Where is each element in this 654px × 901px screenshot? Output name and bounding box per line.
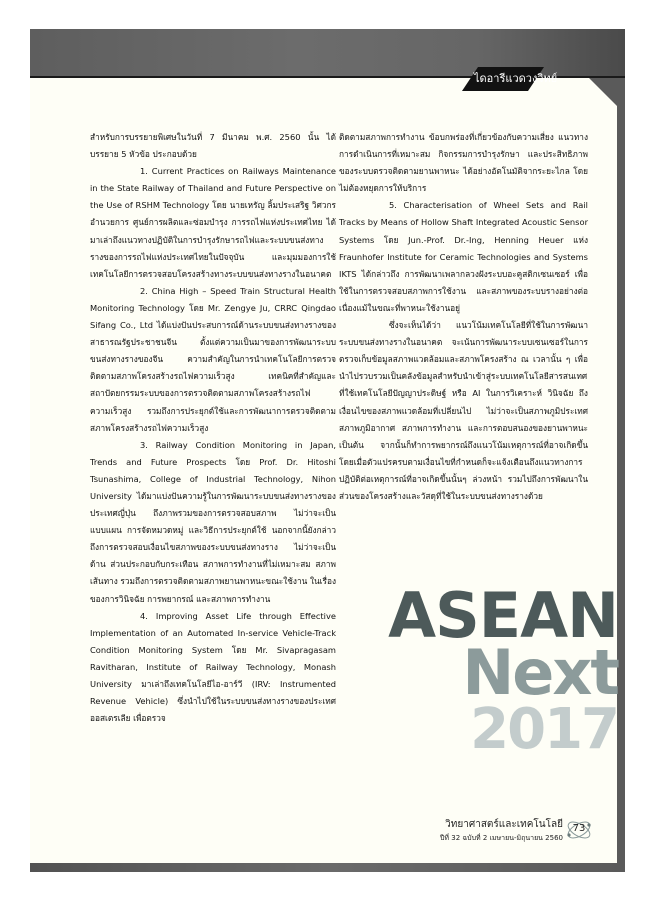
- paragraph: ซึ่งจะเห็นได้ว่า แนวโน้มเทคโนโลยีที่ใช้ในการพัฒนาระบบขนส่งทางรางในอนาคต จะเน้นการพัฒนาระบบเซนเซอร์ในการตรวจเก็บข้อมูลสภาพแวดล้อมและสภาพโครงสร้าง ณ เวลานั้น ๆ เพื่อนำไปรวบรวมเป็นคลังข้อมูลสำหรับนำเข้าสู่ระบบเทคโนโลยีสารสนเทศ ที่ใช้เทคโนโลยีปัญญาประดิษฐ์ หรือ AI ในการวิเคราะห์ วินิจฉัย ถึงเงื่อนไขของสภาพแวดล้อมที่เปลี่ยนไป ไม่ว่าจะเป็นสภาพภูมิประเทศ สภาพภูมิอากาศ สภาพการทำงาน และการตอบสนองของยานพาหนะ เป็นต้น จากนั้นก็ทำการพยากรณ์ถึงแนวโน้มเหตุการณ์ที่อาจเกิดขึ้น โดยเมื่อตัวแปรครบตามเงื่อนไขที่กำหนดก็จะแจ้งเตือนถึงแนวทางการปฏิบัติต่อเหตุการณ์ที่อาจเกิดขึ้นนั้นๆ ล่วงหน้า รวมไปถึงการพัฒนาในส่วนของโครงสร้างและวัสดุที่ใช้ในระบบขนส่งทางรางด้วย: [339, 320, 588, 501]
- logo-year-text: 2017: [470, 697, 618, 762]
- paragraph: สำหรับการบรรยายพิเศษในวันที่ 7 มีนาคม พ.ศ. 2560 นั้น ได้บรรยาย 5 หัวข้อ ประกอบด้วย: [90, 132, 336, 160]
- page-number: 73: [572, 823, 586, 834]
- footer-band: [30, 863, 625, 872]
- paragraph: 4. Improving Asset Life through Effective Implementation of an Automated In-service Vehicle-Track Condition Monitoring System โดย Mr. Sivapragasam Ravitharan, Institute of Railway Technology, Monash University มาเล่าถึงเทคโนโลยีไอ-อาร์วี (IRV: Instrumented Revenue Vehicle) ซึ่งนำไปใช้ในระบบขนส่งทางรางของประเทศออสเตรเลีย เพื่อตรวจ: [90, 610, 336, 724]
- paragraph: 1. Current Practices on Railways Maintenance in the State Railway of Thailand and Future Perspective on the Use of RSHM Technology โดย นายเหรัญ ลิ้มประเสริฐ วิศวกรอำนวยการ ศูนย์การผลิตและซ่อมบำรุง การรถไฟแห่งประเทศไทย ได้มาเล่าถึงแนวทางปฏิบัติในการบำรุงรักษารถไฟและระบบขนส่งทางรางของการรถไฟแห่งประเทศไทยในปัจจุบัน และมุมมองการใช้เทคโนโลยีการตรวจสอบโครงสร้างทางระบบขนส่งทางรางในอนาคต: [90, 166, 336, 279]
- paragraph: 2. China High – Speed Train Structural Health Monitoring Technology โดย Mr. Zengye Ju, CRRC Qingdao Sifang Co., Ltd ได้แบ่งปันประสบการณ์ด้านระบบขนส่งทางรางของสาธารณรัฐประชาชนจีน ตั้งแต่ความเป็นมาของการพัฒนาระบบขนส่งทางรางของจีน ความสำคัญในการนำเทคโนโลยีการตรวจติดตามสภาพโครงสร้างรถไฟความเร็วสูง เทคนิคที่สำคัญและสถาปัตยกรรมระบบของการตรวจติดตามสภาพโครงสร้างรถไฟความเร็วสูง รวมถึงการประยุกต์ใช้และการพัฒนาการตรวจติดตามสภาพโครงสร้างรถไฟความเร็วสูง: [90, 285, 336, 433]
- logo-next-text: Next: [462, 636, 618, 709]
- journal-issue: ปีที่ 32 ฉบับที่ 2 เมษายน-มิถุนายน 2560: [439, 834, 563, 842]
- journal-title: วิทยาศาสตร์และเทคโนโลยี: [445, 819, 563, 830]
- article-left-column: [90, 129, 336, 727]
- section-tab: [462, 67, 558, 91]
- page-right-border: [617, 78, 625, 872]
- article-right-column: [339, 129, 588, 505]
- paragraph: 5. Characterisation of Wheel Sets and Rail Tracks by Means of Hollow Shaft Integrated Acoustic Sensor Systems โดย Jun.-Prof. Dr.-Ing, Henning Heuer แห่ง Fraunhofer Institute for Ceramic Technologies and Systems IKTS ได้กล่าวถึง การพัฒนาเพลากลวงฝังระบบอะคูสติกเซนเซอร์ เพื่อใช้ในการตรวจสอบสภาพการใช้งาน และสภาพของระบบรางอย่างต่อเนื่องแม้ในขณะที่พาหนะใช้งานอยู่: [339, 200, 588, 313]
- logo-asean-text: ASEAN: [388, 579, 618, 652]
- asean-next-logo: [330, 579, 618, 785]
- atom-page-badge: [565, 817, 593, 843]
- page-footer: [430, 815, 605, 855]
- paragraph: 3. Railway Condition Monitoring in Japan, Trends and Future Prospects โดย Prof. Dr. Hitoshi Tsunashima, College of Industrial Technology, Nihon University ได้มาแบ่งปันความรู้ในการพัฒนาระบบขนส่งทางรางของประเทศญี่ปุ่น ถึงภาพรวมของการตรวจสอบสภาพ ไม่ว่าจะเป็น แบบแผน การจัดหมวดหมู่ และวิธีการประยุกต์ใช้ นอกจากนี้ยังกล่าวถึงการตรวจสอบเงื่อนไขสภาพของระบบขนส่งทางราง ไม่ว่าจะเป็นด้าน ส่วนประกอบกับกระเทือน สภาพการทำงานที่ไม่เหมาะสม สภาพเส้นทาง รวมถึงการตรวจติดตามสภาพยานพาหนะขณะใช้งาน ในเรื่องของการวินิจฉัย การพยากรณ์ และสภาพการทำงาน: [90, 439, 336, 604]
- paragraph: ติดตามสภาพการทำงาน ข้อบกพร่องที่เกี่ยวข้องกับความเสี่ยง แนวทางการดำเนินการที่เหมาะสม กิจกรรมการบำรุงรักษา และประสิทธิภาพของระบบตรวจติดตามยานพาหนะ ได้อย่างอัตโนมัติจากระยะไกล โดยไม่ต้องหยุดการให้บริการ: [339, 132, 588, 194]
- section-tab-label: ไดอารีแวดวงวิทย์: [474, 72, 558, 85]
